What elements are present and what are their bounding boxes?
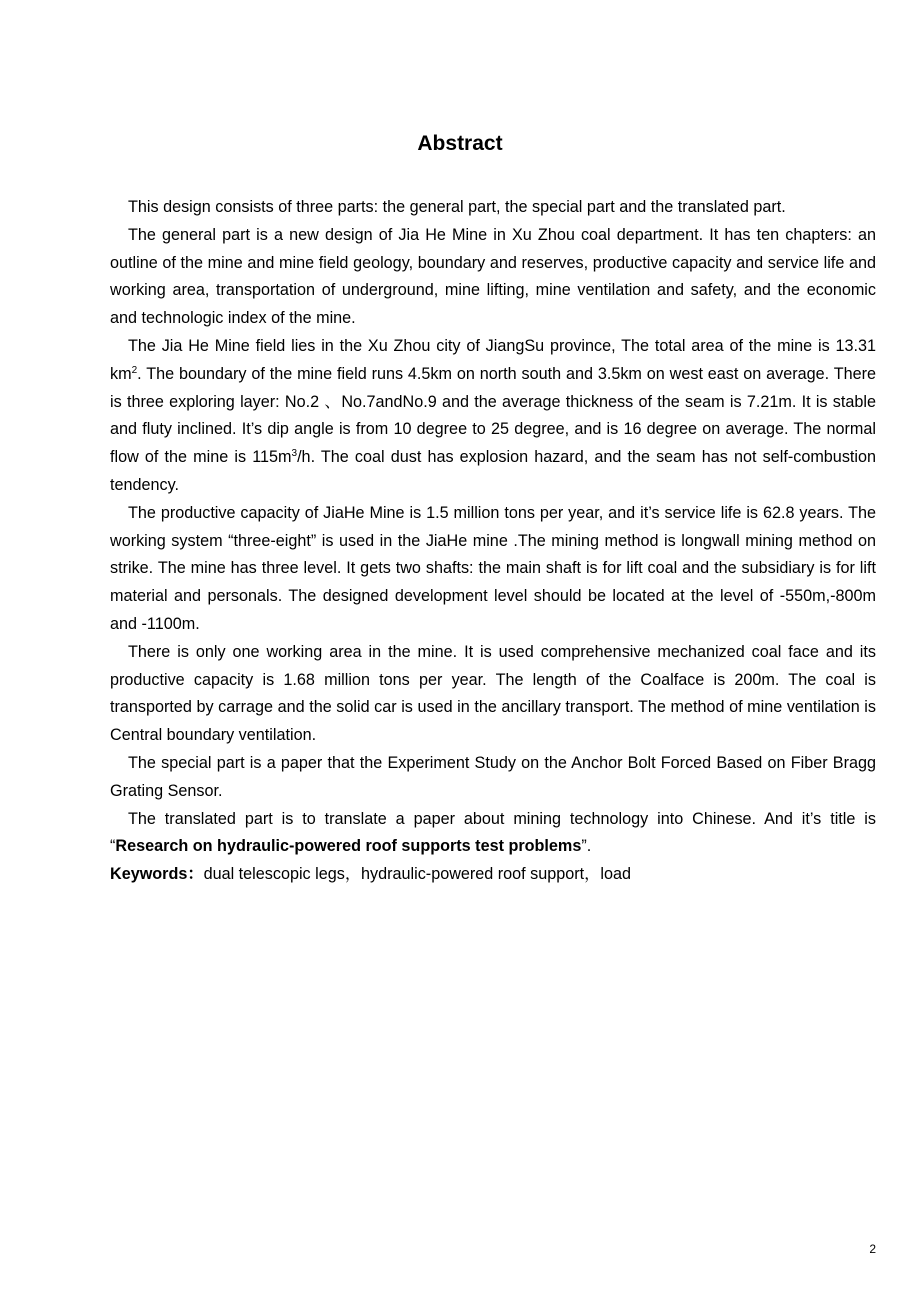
paragraph-mine-field bbox=[110, 333, 876, 500]
keywords-text: dual telescopic legs，hydraulic-powered roof support，load bbox=[203, 865, 631, 884]
paragraph-mine-field-text-3: /h. The coal dust has explosion hazard, and the seam has not self-combustion tendency. bbox=[110, 448, 877, 494]
paragraph-translated-text-2: ”. bbox=[581, 837, 592, 856]
paragraph-general-part: The general part is a new design of Jia He Mine in Xu Zhou coal department. It has ten chapters: an outline of the mine and mine field geology, boundary and reserves, productive capacity and service life and working area, transportation of underground, mine lifting, mine ventilation and safety, and the economic and technologic index of the mine. bbox=[110, 225, 876, 328]
paragraph-translated-part bbox=[110, 806, 876, 862]
paragraph-mine-field-text-1: The Jia He Mine field lies in the Xu Zhou city of JiangSu province, The total area of the mine is 13.31 km bbox=[110, 336, 876, 383]
superscript-cubed: 3 bbox=[291, 448, 298, 460]
paragraph-translated-text-1: The translated part is to translate a paper about mining technology into Chinese. And it’s title is “ bbox=[110, 809, 876, 856]
paragraph-special-part: The special part is a paper that the Experiment Study on the Anchor Bolt Forced Based on Fiber Bragg Grating Sensor. bbox=[110, 753, 876, 800]
keywords-line bbox=[110, 861, 876, 889]
abstract-title: Abstract bbox=[417, 132, 503, 155]
keywords-label: Keywords： bbox=[110, 865, 204, 884]
translated-paper-title: Research on hydraulic-powered roof supports test problems bbox=[115, 837, 582, 856]
paragraph-working-area: There is only one working area in the mine. It is used comprehensive mechanized coal face and its productive capacity is 1.68 million tons per year. The length of the Coalface is 200m. The coal is transported by carrage and the solid car is used in the ancillary transport. The method of mine ventilation is Central boundary ventilation. bbox=[110, 642, 876, 745]
paragraph-overview: This design consists of three parts: the general part, the special part and the translated part. bbox=[128, 198, 786, 216]
superscript-squared: 2 bbox=[131, 364, 138, 376]
paragraph-mine-field-text-2: . The boundary of the mine field runs 4.5km on north south and 3.5km on west east on average. There is three exploring layer: No.2 、No.7andNo.9 and the average thickness of the seam is 7.21m. It is stable and fluty inclined. It’s dip angle is from 10 degree to 25 degree, and is 16 degree on average. The normal flow of the mine is 115m bbox=[110, 364, 876, 467]
paragraph-productive-capacity: The productive capacity of JiaHe Mine is 1.5 million tons per year, and it’s service life is 62.8 years. The working system “three-eight” is used in the JiaHe mine .The mining method is longwall mining method on strike. The mine has three level. It gets two shafts: the main shaft is for lift coal and the subsidiary is for lift material and personals. The designed development level should be located at the level of -550m,-800m and -1100m. bbox=[110, 503, 876, 633]
abstract-body bbox=[110, 194, 876, 889]
page-number: 2 bbox=[869, 1242, 876, 1256]
